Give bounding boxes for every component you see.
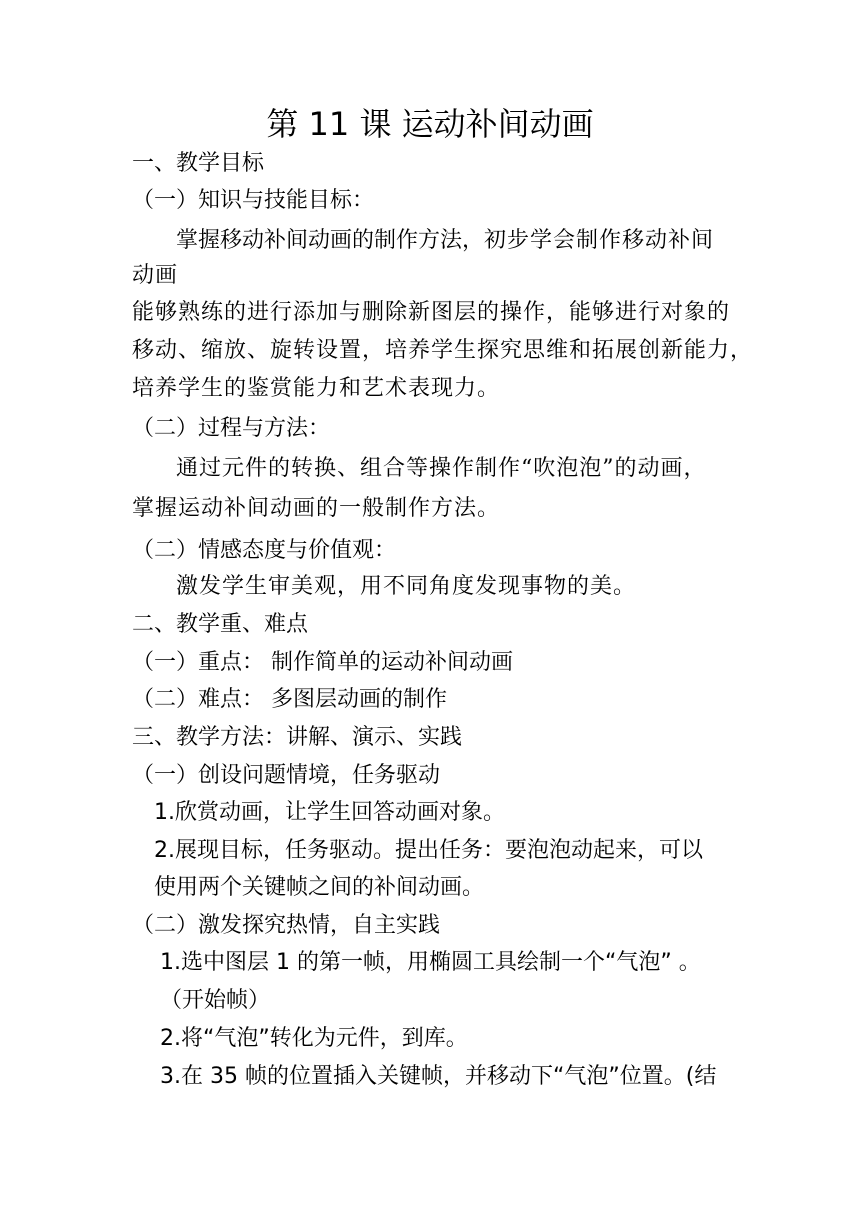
paragraph-line: 动画 bbox=[132, 263, 179, 288]
heading-teaching-methods: 三、教学方法：讲解、演示、实践 bbox=[132, 725, 463, 750]
heading-teaching-goals: 一、教学目标 bbox=[132, 151, 265, 176]
list-item: 2.将“气泡”转化为元件，到库。 bbox=[160, 1026, 468, 1051]
paragraph-line: 能够熟练的进行添加与删除新图层的操作，能够进行对象的 bbox=[132, 300, 731, 325]
subheading-attitude-values: （二）情感态度与价值观： bbox=[132, 538, 397, 563]
paragraph-line bbox=[176, 226, 714, 256]
paragraph-line-part: 初步学会制作移动补间 bbox=[484, 228, 715, 253]
list-item: 1.选中图层 1 的第一帧，用椭圆工具绘制一个“气泡” 。 bbox=[160, 950, 701, 975]
paragraph-line: 掌握运动补间动画的一般制作方法。 bbox=[132, 496, 501, 521]
subheading-knowledge-skills: （一）知识与技能目标： bbox=[132, 188, 375, 213]
list-item-key-point: （一）重点： 制作简单的运动补间动画 bbox=[132, 650, 513, 675]
paragraph-line: 通过元件的转换、组合等操作制作“吹泡泡”的动画， bbox=[176, 456, 707, 481]
list-item: （开始帧） bbox=[160, 988, 271, 1013]
list-item: 3.在 35 帧的位置插入关键帧，并移动下“气泡”位置。(结 bbox=[160, 1064, 717, 1089]
subheading-problem-situation: （一）创设问题情境，任务驱动 bbox=[132, 763, 441, 788]
subheading-inquiry-practice: （二）激发探究热情，自主实践 bbox=[132, 913, 441, 938]
paragraph-line-part: 掌握移动补间动画的制作方法， bbox=[176, 228, 485, 253]
paragraph-line: 移动、缩放、旋转设置，培养学生探究思维和拓展创新能力， bbox=[132, 338, 754, 363]
paragraph-line: 激发学生审美观，用不同角度发现事物的美。 bbox=[176, 574, 637, 599]
lesson-title: 第 11 课 运动补间动画 bbox=[266, 105, 594, 143]
list-item: 使用两个关键帧之间的补间动画。 bbox=[154, 875, 485, 900]
list-item: 2.展现目标，任务驱动。提出任务：要泡泡动起来，可以 bbox=[154, 838, 703, 863]
heading-key-difficult-points: 二、教学重、难点 bbox=[132, 612, 309, 637]
paragraph-line: 培养学生的鉴赏能力和艺术表现力。 bbox=[132, 376, 501, 401]
subheading-process-method: （二）过程与方法： bbox=[132, 416, 331, 441]
list-item-difficult-point: （二）难点： 多图层动画的制作 bbox=[132, 687, 447, 712]
list-item: 1.欣赏动画，让学生回答动画对象。 bbox=[154, 800, 505, 825]
